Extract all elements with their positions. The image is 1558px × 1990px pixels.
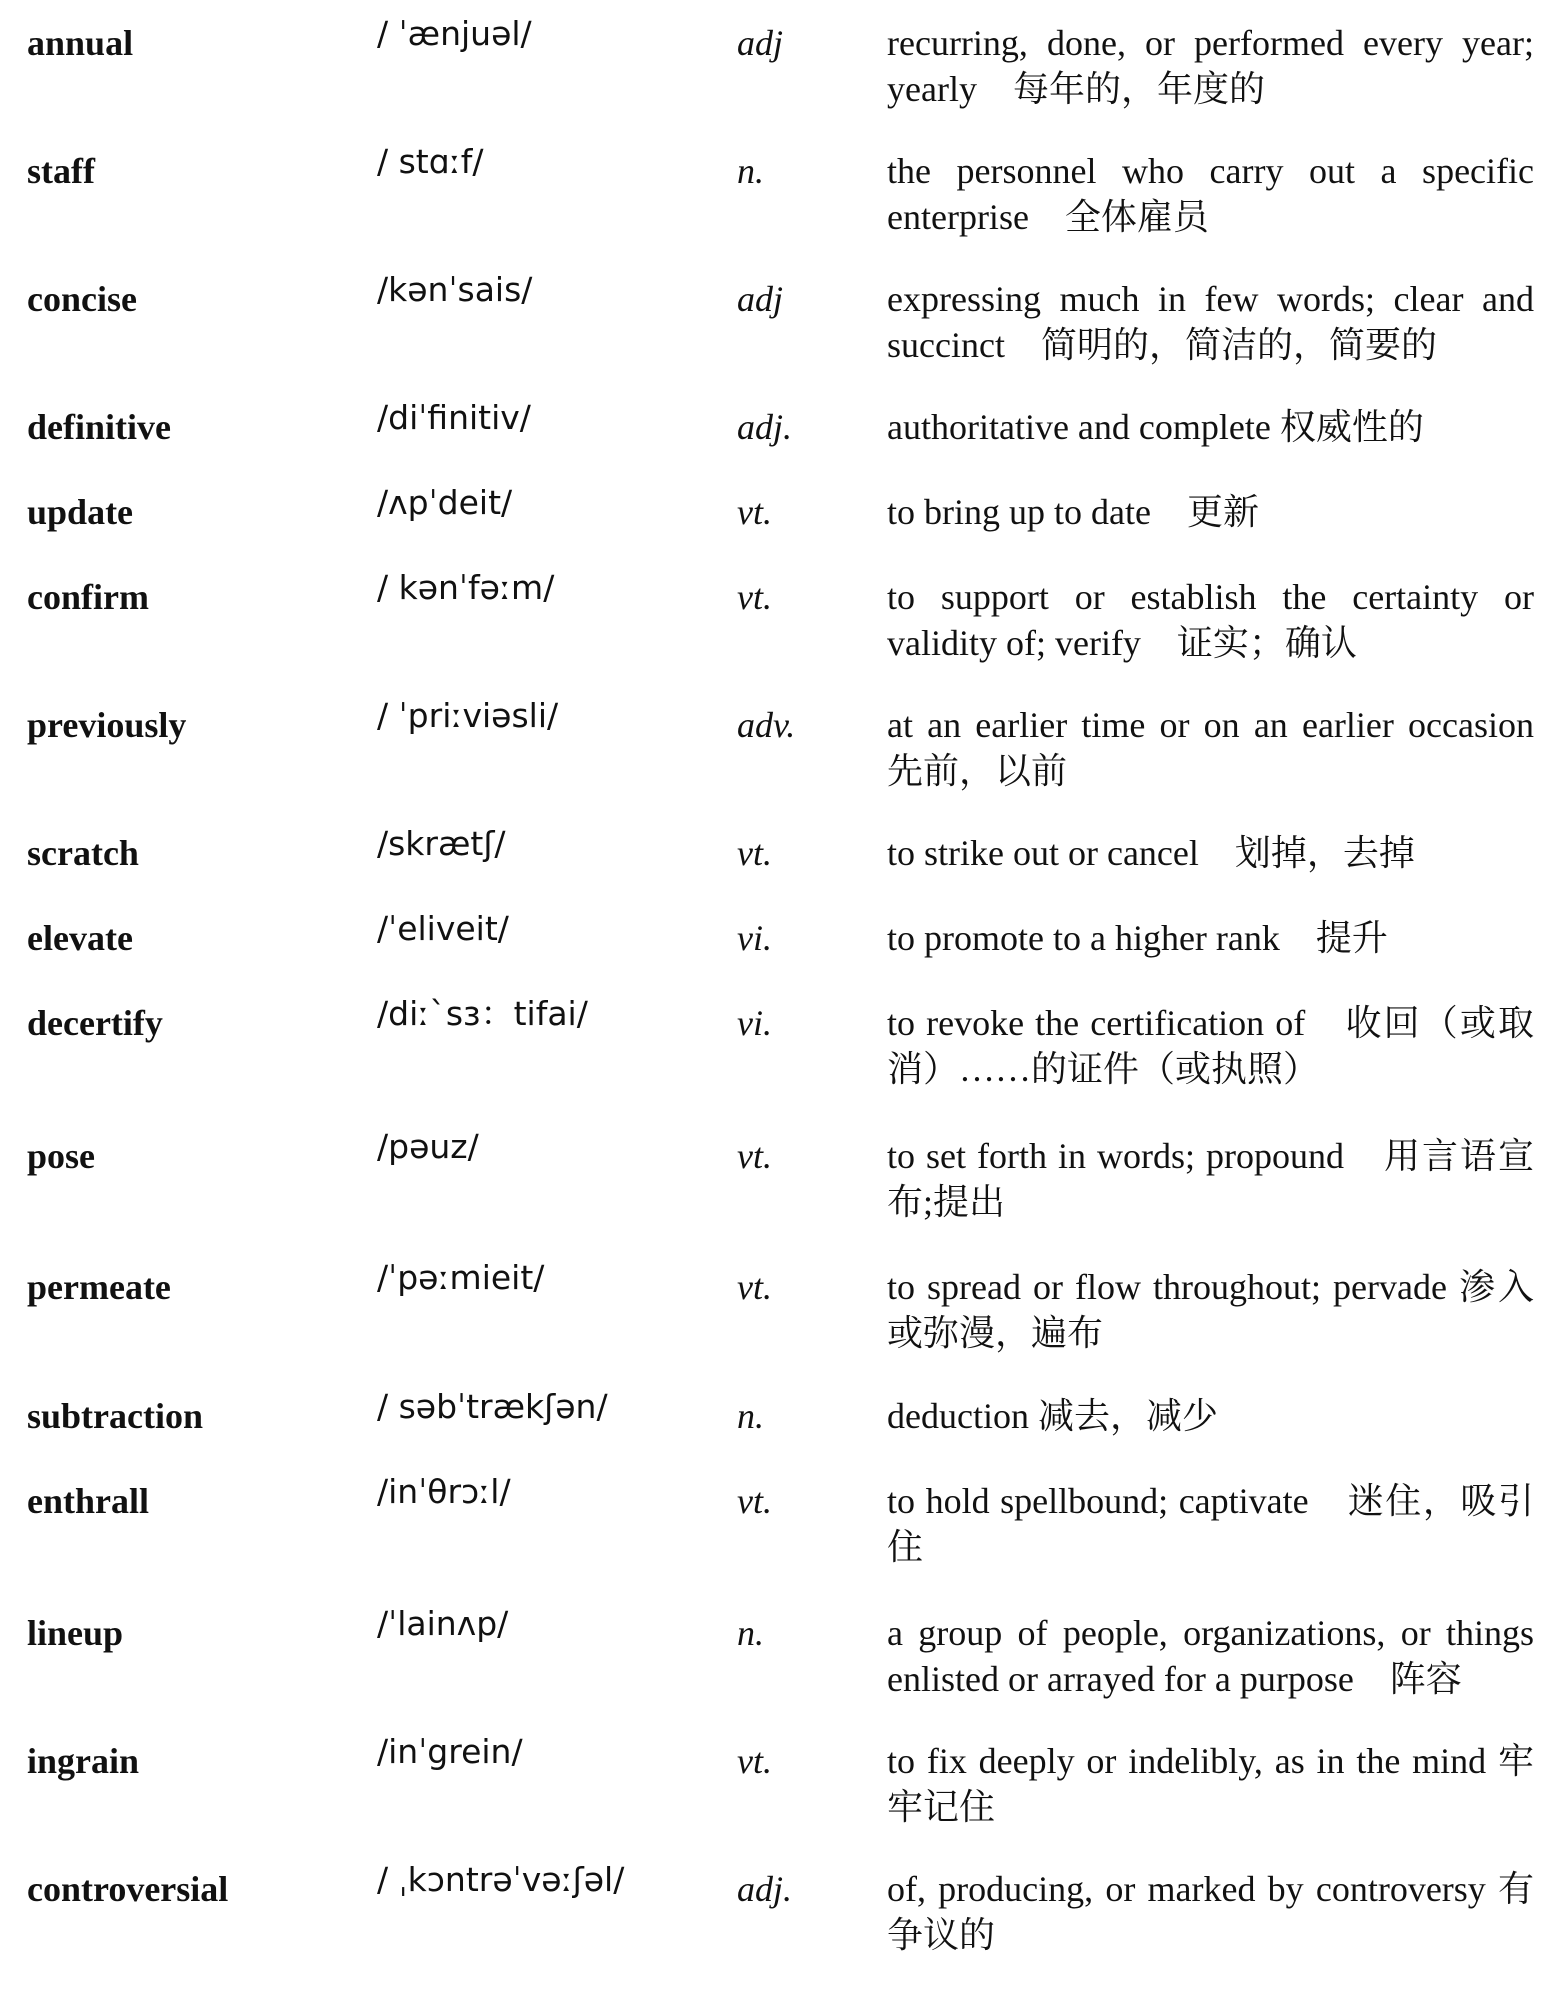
entry-word: definitive [27,407,171,447]
entry-definition: deduction 减去，减少 [887,1396,1218,1436]
entry-definition: to strike out or cancel 划掉，去掉 [887,833,1415,873]
entry-word: scratch [27,833,139,873]
entry-part-of-speech: adv. [737,705,796,745]
entry-word: controversial [27,1869,229,1909]
entry-definition: to bring up to date 更新 [887,492,1259,532]
entry-phonetic: /ˈeliveit/ [377,909,509,948]
entry-definition: to promote to a higher rank 提升 [887,918,1388,958]
vocabulary-table [27,10,1534,1976]
entry-word: annual [27,23,134,63]
entry-phonetic: /ˈpəːmieit/ [377,1258,545,1297]
entry-word: subtraction [27,1396,204,1436]
entry-word: ingrain [27,1741,140,1781]
entry-word: enthrall [27,1481,149,1521]
entry-part-of-speech: vt. [737,1481,772,1521]
entry-phonetic: / ˌkɔntrəˈvəːʃəl/ [377,1860,625,1899]
vocab-entry [27,1856,1534,1976]
entry-definition: to revoke the certification of 收回（或取消）……的证件（或执照） [887,1003,1534,1089]
entry-part-of-speech: n. [737,1396,764,1436]
entry-word: confirm [27,577,149,617]
entry-phonetic: / ˈpriːviəsli/ [377,696,559,735]
vocab-entry [27,479,1534,564]
entry-word: update [27,492,134,532]
vocab-entry [27,394,1534,479]
entry-definition: recurring, done, or performed every year; yearly 每年的，年度的 [887,23,1534,109]
entry-part-of-speech: vi. [737,918,772,958]
vocab-entry [27,564,1534,692]
vocab-entry [27,1123,1534,1254]
entry-definition: of, producing, or marked by controversy 有争议的 [887,1869,1534,1955]
entry-phonetic: /ˈlainʌp/ [377,1604,509,1643]
entry-definition: to fix deeply or indelibly, as in the mind 牢牢记住 [887,1741,1534,1827]
entry-definition: expressing much in few words; clear and succinct 简明的，简洁的，简要的 [887,279,1534,365]
entry-part-of-speech: vt. [737,1136,772,1176]
vocab-entry [27,266,1534,394]
entry-phonetic: / səbˈtrækʃən/ [377,1387,608,1426]
entry-definition: the personnel who carry out a specific enterprise 全体雇员 [887,151,1534,237]
entry-part-of-speech: vi. [737,1003,772,1043]
entry-phonetic: /diː`sɜ：tifai/ [377,994,588,1033]
entry-word: previously [27,705,187,745]
entry-part-of-speech: adj. [737,1869,793,1909]
entry-phonetic: /ʌpˈdeit/ [377,483,513,522]
entry-part-of-speech: adj [737,23,784,63]
entry-part-of-speech: adj [737,279,784,319]
vocab-entry [27,1600,1534,1728]
entry-phonetic: / stɑːf/ [377,142,484,181]
vocab-entry [27,820,1534,905]
entry-word: decertify [27,1003,163,1043]
entry-word: concise [27,279,137,319]
entry-part-of-speech: vt. [737,833,772,873]
vocab-entry [27,990,1534,1123]
entry-word: pose [27,1136,96,1176]
vocab-entry [27,10,1534,138]
vocab-entry [27,138,1534,266]
entry-definition: at an earlier time or on an earlier occasion 先前，以前 [887,705,1534,791]
entry-part-of-speech: vt. [737,577,772,617]
entry-phonetic: /skrætʃ/ [377,824,506,863]
entry-part-of-speech: n. [737,1613,764,1653]
entry-definition: to spread or flow throughout; pervade 渗入或弥漫，遍布 [887,1267,1534,1353]
vocab-entry [27,1254,1534,1383]
entry-definition: to set forth in words; propound 用言语宣布;提出 [887,1136,1534,1222]
vocab-entry [27,1728,1534,1856]
entry-part-of-speech: vt. [737,1267,772,1307]
entry-word: lineup [27,1613,124,1653]
entry-word: staff [27,151,95,191]
vocab-entry [27,692,1534,820]
entry-phonetic: /diˈfinitiv/ [377,398,531,437]
vocab-entry [27,1468,1534,1600]
entry-definition: to hold spellbound; captivate 迷住，吸引住 [887,1481,1534,1567]
entry-part-of-speech: vt. [737,492,772,532]
vocab-entry [27,905,1534,990]
entry-definition: to support or establish the certainty or validity of; verify 证实；确认 [887,577,1534,663]
entry-phonetic: /inˈgrein/ [377,1732,523,1771]
entry-word: permeate [27,1267,171,1307]
entry-definition: authoritative and complete 权威性的 [887,407,1424,447]
entry-phonetic: /pəuz/ [377,1127,479,1166]
entry-word: elevate [27,918,133,958]
entry-phonetic: /inˈθrɔːl/ [377,1472,511,1511]
entry-part-of-speech: vt. [737,1741,772,1781]
entry-part-of-speech: adj. [737,407,793,447]
entry-phonetic: / ˈænjuəl/ [377,14,532,53]
entry-phonetic: / kənˈfəːm/ [377,568,555,607]
entry-definition: a group of people, organizations, or things enlisted or arrayed for a purpose 阵容 [887,1613,1534,1699]
entry-part-of-speech: n. [737,151,764,191]
vocab-entry [27,1383,1534,1468]
entry-phonetic: /kənˈsais/ [377,270,533,309]
